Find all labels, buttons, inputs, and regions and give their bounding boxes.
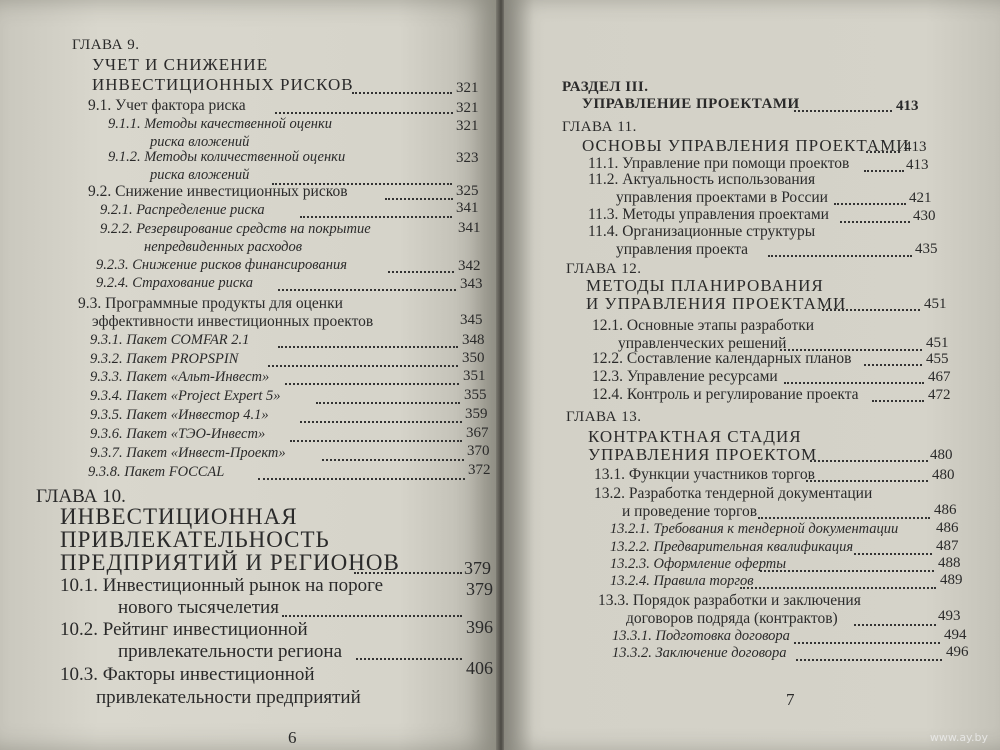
toc-entry: эффективности инвестиционных проектов <box>92 313 374 330</box>
toc-entry: 9.3.7. Пакет «Инвест-Проект» <box>90 445 286 461</box>
toc-entry: 10.1. Инвестиционный рынок на пороге <box>60 575 384 596</box>
page-ref: 406 <box>466 658 493 678</box>
leader-dots <box>285 383 459 385</box>
toc-entry: 9.3.5. Пакет «Инвестор 4.1» <box>90 407 269 423</box>
toc-entry: 9.2.1. Распределение риска <box>100 202 265 218</box>
toc-entry: 9.1. Учет фактора риска <box>88 97 246 114</box>
toc-entry: 13.3.2. Заключение договора <box>612 645 787 661</box>
toc-entry: 13.2.3. Оформление оферты <box>610 556 787 572</box>
leader-dots <box>806 480 928 482</box>
page-ref: 488 <box>938 555 961 571</box>
toc-entry: 11.1. Управление при помощи проектов <box>588 155 850 172</box>
toc-entry: 9.2. Снижение инвестиционных рисков <box>88 183 348 200</box>
toc-entry: 9.2.2. Резервирование средств на покрытие <box>100 221 371 237</box>
leader-dots <box>854 624 936 626</box>
chapter-title: И УПРАВЛЕНИЯ ПРОЕКТАМИ <box>586 294 847 313</box>
toc-entry: 9.3.6. Пакет «ТЭО-Инвест» <box>90 426 266 442</box>
leader-dots <box>290 440 462 442</box>
page-ref: 430 <box>913 208 936 224</box>
toc-entry: 11.2. Актуальность использования <box>588 171 816 188</box>
leader-dots <box>864 170 904 172</box>
toc-entry: риска вложений <box>150 167 250 183</box>
leader-dots <box>758 517 930 519</box>
toc-entry: 9.3.4. Пакет «Project Expert 5» <box>90 388 281 404</box>
leader-dots <box>356 658 462 660</box>
toc-entry: 9.1.1. Методы качественной оценки <box>108 116 332 132</box>
toc-entry: 9.3.1. Пакет COMFAR 2.1 <box>90 332 250 348</box>
leader-dots <box>794 110 892 112</box>
page-ref: 323 <box>456 150 479 166</box>
leader-dots <box>300 216 452 218</box>
toc-entry: 10.3. Факторы инвестиционной <box>60 664 315 685</box>
toc-entry: 9.3. Программные продукты для оценки <box>78 295 343 312</box>
toc-entry: 13.2.2. Предварительная квалификация <box>610 539 854 555</box>
page-ref: 480 <box>932 467 955 483</box>
page-ref: 396 <box>466 617 493 637</box>
page-ref: 345 <box>460 312 483 328</box>
left-page <box>0 0 498 750</box>
toc-entry: 13.1. Функции участников торгов <box>594 466 815 483</box>
toc-entry: 9.2.4. Страхование риска <box>96 275 253 291</box>
page-ref: 496 <box>946 644 969 660</box>
page-ref: 342 <box>458 258 481 274</box>
leader-dots <box>768 255 912 257</box>
chapter-title: ОСНОВЫ УПРАВЛЕНИЯ ПРОЕКТАМИ <box>582 136 910 155</box>
toc-entry: 9.1.2. Методы количественной оценки <box>108 149 346 165</box>
page-ref: 372 <box>468 462 491 478</box>
leader-dots <box>866 151 900 153</box>
section-label: РАЗДЕЛ III. <box>562 79 649 95</box>
leader-dots <box>760 570 934 572</box>
leader-dots <box>385 198 453 200</box>
chapter-title: КОНТРАКТНАЯ СТАДИЯ <box>588 427 802 446</box>
watermark: www.ay.by <box>929 731 988 744</box>
toc-entry: нового тысячелетия <box>118 597 279 618</box>
page-number: 6 <box>288 728 297 747</box>
page-ref: 493 <box>938 608 961 624</box>
leader-dots <box>268 365 458 367</box>
page-number: 7 <box>786 690 795 709</box>
leader-dots <box>300 421 462 423</box>
toc-entry: 12.4. Контроль и регулирование проекта <box>592 386 859 403</box>
toc-entry: 9.2.3. Снижение рисков финансирования <box>96 257 347 273</box>
page-ref: 321 <box>456 100 479 116</box>
chapter-label: ГЛАВА 11. <box>562 119 637 135</box>
chapter-label: ГЛАВА 12. <box>566 261 642 277</box>
chapter-title: УПРАВЛЕНИЯ ПРОЕКТОМ <box>588 445 818 464</box>
leader-dots <box>796 659 942 661</box>
leader-dots <box>834 203 906 205</box>
page-ref: 435 <box>915 241 938 257</box>
leader-dots <box>278 346 458 348</box>
toc-entry: управления проектами в России <box>616 189 828 206</box>
toc-entry: 12.3. Управление ресурсами <box>592 368 778 385</box>
leader-dots <box>278 289 456 291</box>
toc-entry: 11.3. Методы управления проектами <box>588 206 829 223</box>
leader-dots <box>388 271 454 273</box>
toc-entry: 9.3.2. Пакет PROPSPIN <box>90 351 239 367</box>
page-ref: 321 <box>456 80 479 96</box>
page-ref: 350 <box>462 350 485 366</box>
leader-dots <box>352 92 452 94</box>
page-ref: 451 <box>926 335 949 351</box>
toc-entry: 12.2. Составление календарных планов <box>592 350 852 367</box>
chapter-title: ПРИВЛЕКАТЕЛЬНОСТЬ <box>60 527 330 552</box>
leader-dots <box>275 112 453 114</box>
page-ref: 370 <box>467 443 490 459</box>
leader-dots <box>822 309 920 311</box>
toc-entry: 11.4. Организационные структуры <box>588 223 816 240</box>
toc-entry: 13.2.1. Требования к тендерной документации <box>610 521 899 537</box>
page-ref: 367 <box>466 425 489 441</box>
page-ref: 341 <box>456 200 479 216</box>
toc-entry: непредвиденных расходов <box>144 239 303 255</box>
page-ref: 455 <box>926 351 949 367</box>
page-ref: 325 <box>456 183 479 199</box>
chapter-label: ГЛАВА 9. <box>72 37 140 53</box>
toc-entry: 10.2. Рейтинг инвестиционной <box>60 619 308 640</box>
page-ref: 472 <box>928 387 951 403</box>
toc-entry: и проведение торгов <box>622 503 758 520</box>
page-ref: 494 <box>944 627 967 643</box>
page-ref: 486 <box>934 502 957 518</box>
leader-dots <box>282 615 462 617</box>
page-ref: 486 <box>936 520 959 536</box>
leader-dots <box>854 553 932 555</box>
leader-dots <box>864 364 922 366</box>
page-ref: 379 <box>466 579 493 599</box>
toc-entry: 13.3. Порядок разработки и заключения <box>598 592 861 609</box>
leader-dots <box>872 400 924 402</box>
page-ref: 489 <box>940 572 963 588</box>
leader-dots <box>258 478 465 480</box>
chapter-title: ПРЕДПРИЯТИЙ И РЕГИОНОВ <box>60 550 400 575</box>
toc-entry: 13.3.1. Подготовка договора <box>612 628 790 644</box>
toc-entry: 13.2.4. Правила торгов <box>610 573 754 589</box>
leader-dots <box>322 459 464 461</box>
page-ref: 487 <box>936 538 959 554</box>
toc-entry: 9.3.3. Пакет «Альт-Инвест» <box>90 369 270 385</box>
chapter-label: ГЛАВА 10. <box>36 486 126 507</box>
page-ref: 413 <box>904 139 927 155</box>
page-ref: 451 <box>924 296 947 312</box>
chapter-label: ГЛАВА 13. <box>566 409 642 425</box>
toc-entry: 13.2. Разработка тендерной документации <box>594 485 873 502</box>
toc-entry: управления проекта <box>616 241 749 258</box>
page-ref: 379 <box>464 558 491 578</box>
page-ref: 413 <box>896 98 919 114</box>
leader-dots <box>784 382 924 384</box>
chapter-title: ИНВЕСТИЦИОННАЯ <box>60 504 298 529</box>
toc-entry: привлекательности региона <box>118 641 343 662</box>
toc-entry: договоров подряда (контрактов) <box>626 610 838 627</box>
page-ref: 467 <box>928 369 951 385</box>
page-ref: 348 <box>462 332 485 348</box>
right-page <box>504 0 1000 750</box>
chapter-title: УЧЕТ И СНИЖЕНИЕ <box>92 55 269 74</box>
leader-dots <box>316 402 460 404</box>
leader-dots <box>354 572 462 574</box>
page-ref: 355 <box>464 387 487 403</box>
chapter-title: МЕТОДЫ ПЛАНИРОВАНИЯ <box>586 276 824 295</box>
section-title: УПРАВЛЕНИЕ ПРОЕКТАМИ <box>582 96 800 112</box>
page-ref: 321 <box>456 118 479 134</box>
leader-dots <box>840 221 910 223</box>
page-ref: 421 <box>909 190 932 206</box>
leader-dots <box>810 460 928 462</box>
leader-dots <box>794 642 940 644</box>
page-ref: 413 <box>906 157 929 173</box>
page-ref: 359 <box>465 406 488 422</box>
toc-entry: управленческих решений <box>618 335 787 352</box>
chapter-title: ИНВЕСТИЦИОННЫХ РИСКОВ <box>92 75 354 94</box>
toc-entry: 12.1. Основные этапы разработки <box>592 317 815 334</box>
toc-entry: 9.3.8. Пакет FOCCAL <box>88 464 225 480</box>
page-ref: 341 <box>458 220 481 236</box>
toc-entry: риска вложений <box>150 134 250 150</box>
page-ref: 480 <box>930 447 953 463</box>
leader-dots <box>740 587 936 589</box>
page-ref: 351 <box>463 368 486 384</box>
toc-entry: привлекательности предприятий <box>96 687 361 708</box>
page-ref: 343 <box>460 276 483 292</box>
